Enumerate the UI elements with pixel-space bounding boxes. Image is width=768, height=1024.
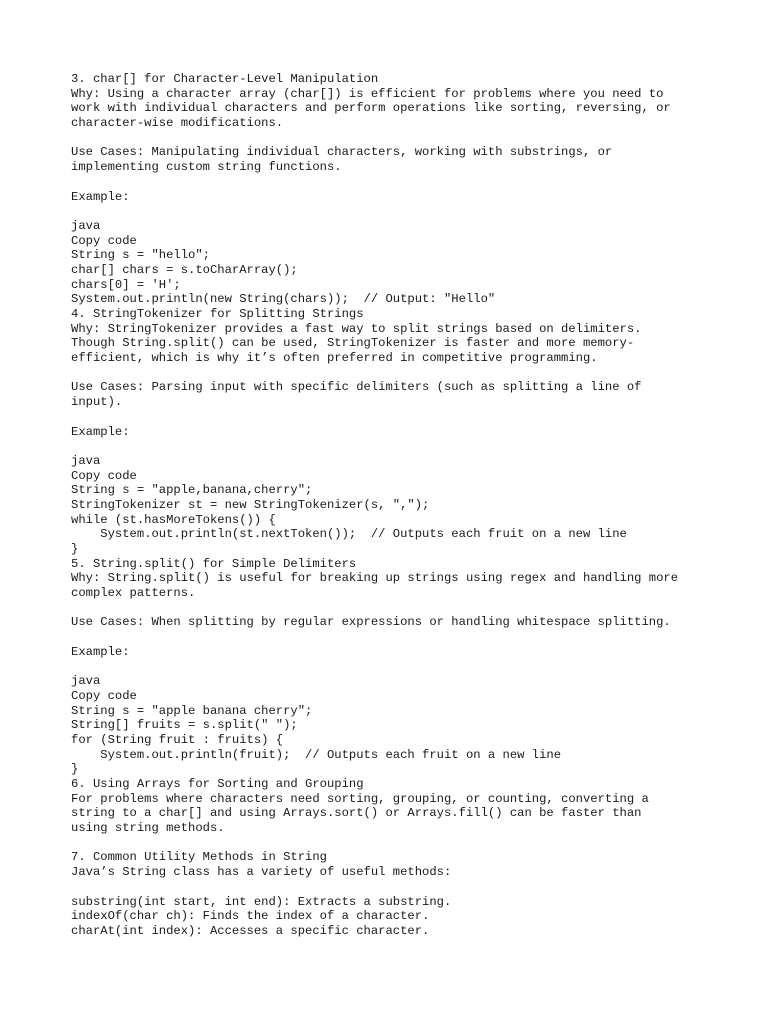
document-line: chars[0] = 'H'; [71, 277, 181, 292]
document-line: using string methods. [71, 821, 225, 836]
document-line: String[] fruits = s.split(" "); [71, 718, 298, 733]
document-line: char[] chars = s.toCharArray(); [71, 262, 298, 277]
document-line: java [71, 674, 101, 689]
document-line: charAt(int index): Accesses a specific character. [71, 923, 430, 938]
document-body [71, 72, 731, 939]
document-line [71, 175, 731, 190]
document-line: For problems where characters need sorting, grouping, or counting, converting a [71, 791, 649, 806]
document-line: Example: [71, 424, 130, 439]
document-line: System.out.println(fruit); // Outputs each fruit on a new line [71, 747, 562, 762]
document-line [71, 366, 731, 381]
document-line: for (String fruit : fruits) { [71, 732, 284, 747]
document-line [71, 660, 731, 675]
document-line: java [71, 218, 101, 233]
document-line: Though String.split() can be used, StringTokenizer is faster and more memory- [71, 336, 635, 351]
document-line: indexOf(char ch): Finds the index of a character. [71, 909, 430, 924]
document-line [71, 630, 731, 645]
document-line: 5. String.split() for Simple Delimiters [71, 556, 357, 571]
document-line: System.out.println(st.nextToken()); // Outputs each fruit on a new line [71, 527, 627, 542]
document-line: Example: [71, 189, 130, 204]
document-line: Use Cases: When splitting by regular expressions or handling whitespace splitting. [71, 615, 671, 630]
document-line: input). [71, 395, 123, 410]
document-line: work with individual characters and perform operations like sorting, reversing, or [71, 101, 671, 116]
document-line: 6. Using Arrays for Sorting and Grouping [71, 777, 364, 791]
document-line: while (st.hasMoreTokens()) { [71, 512, 276, 527]
document-line: Why: Using a character array (char[]) is efficient for problems where you need to [71, 86, 664, 101]
document-line: StringTokenizer st = new StringTokenizer(s, ","); [71, 497, 430, 512]
document-line: } [71, 762, 79, 777]
document-line: String s = "hello"; [71, 248, 210, 263]
document-line: string to a char[] and using Arrays.sort() or Arrays.fill() can be faster than [71, 806, 642, 821]
document-line: complex patterns. [71, 586, 196, 601]
document-line: 3. char[] for Character-Level Manipulation [71, 72, 379, 86]
document-line: efficient, which is why it’s often preferred in competitive programming. [71, 351, 598, 366]
document-line: implementing custom string functions. [71, 160, 342, 175]
document-line [71, 204, 731, 219]
document-line [71, 131, 731, 146]
document-line: Copy code [71, 233, 137, 248]
document-line: Why: String.split() is useful for breaking up strings using regex and handling more [71, 571, 679, 586]
document-line [71, 410, 731, 425]
document-line [71, 601, 731, 616]
document-line: Copy code [71, 688, 137, 703]
document-line: Copy code [71, 468, 137, 483]
document-line: Example: [71, 644, 130, 659]
document-line: Java’s String class has a variety of useful methods: [71, 865, 452, 880]
document-line: Use Cases: Manipulating individual characters, working with substrings, or [71, 145, 613, 160]
document-line: String s = "apple banana cherry"; [71, 703, 313, 718]
document-line: substring(int start, int end): Extracts a substring. [71, 894, 452, 909]
document-line: 7. Common Utility Methods in String [71, 850, 327, 865]
document-line: character-wise modifications. [71, 116, 284, 131]
document-line [71, 439, 731, 454]
document-line: Use Cases: Parsing input with specific delimiters (such as splitting a line of [71, 380, 642, 395]
document-line [71, 836, 731, 851]
document-line: java [71, 453, 101, 468]
document-line: String s = "apple,banana,cherry"; [71, 483, 313, 498]
document-line: } [71, 542, 79, 556]
document-line [71, 880, 731, 895]
document-line: Why: StringTokenizer provides a fast way to split strings based on delimiters. [71, 321, 642, 336]
document-line: System.out.println(new String(chars)); // Output: "Hello" [71, 292, 496, 307]
document-line: 4. StringTokenizer for Splitting Strings [71, 307, 364, 321]
